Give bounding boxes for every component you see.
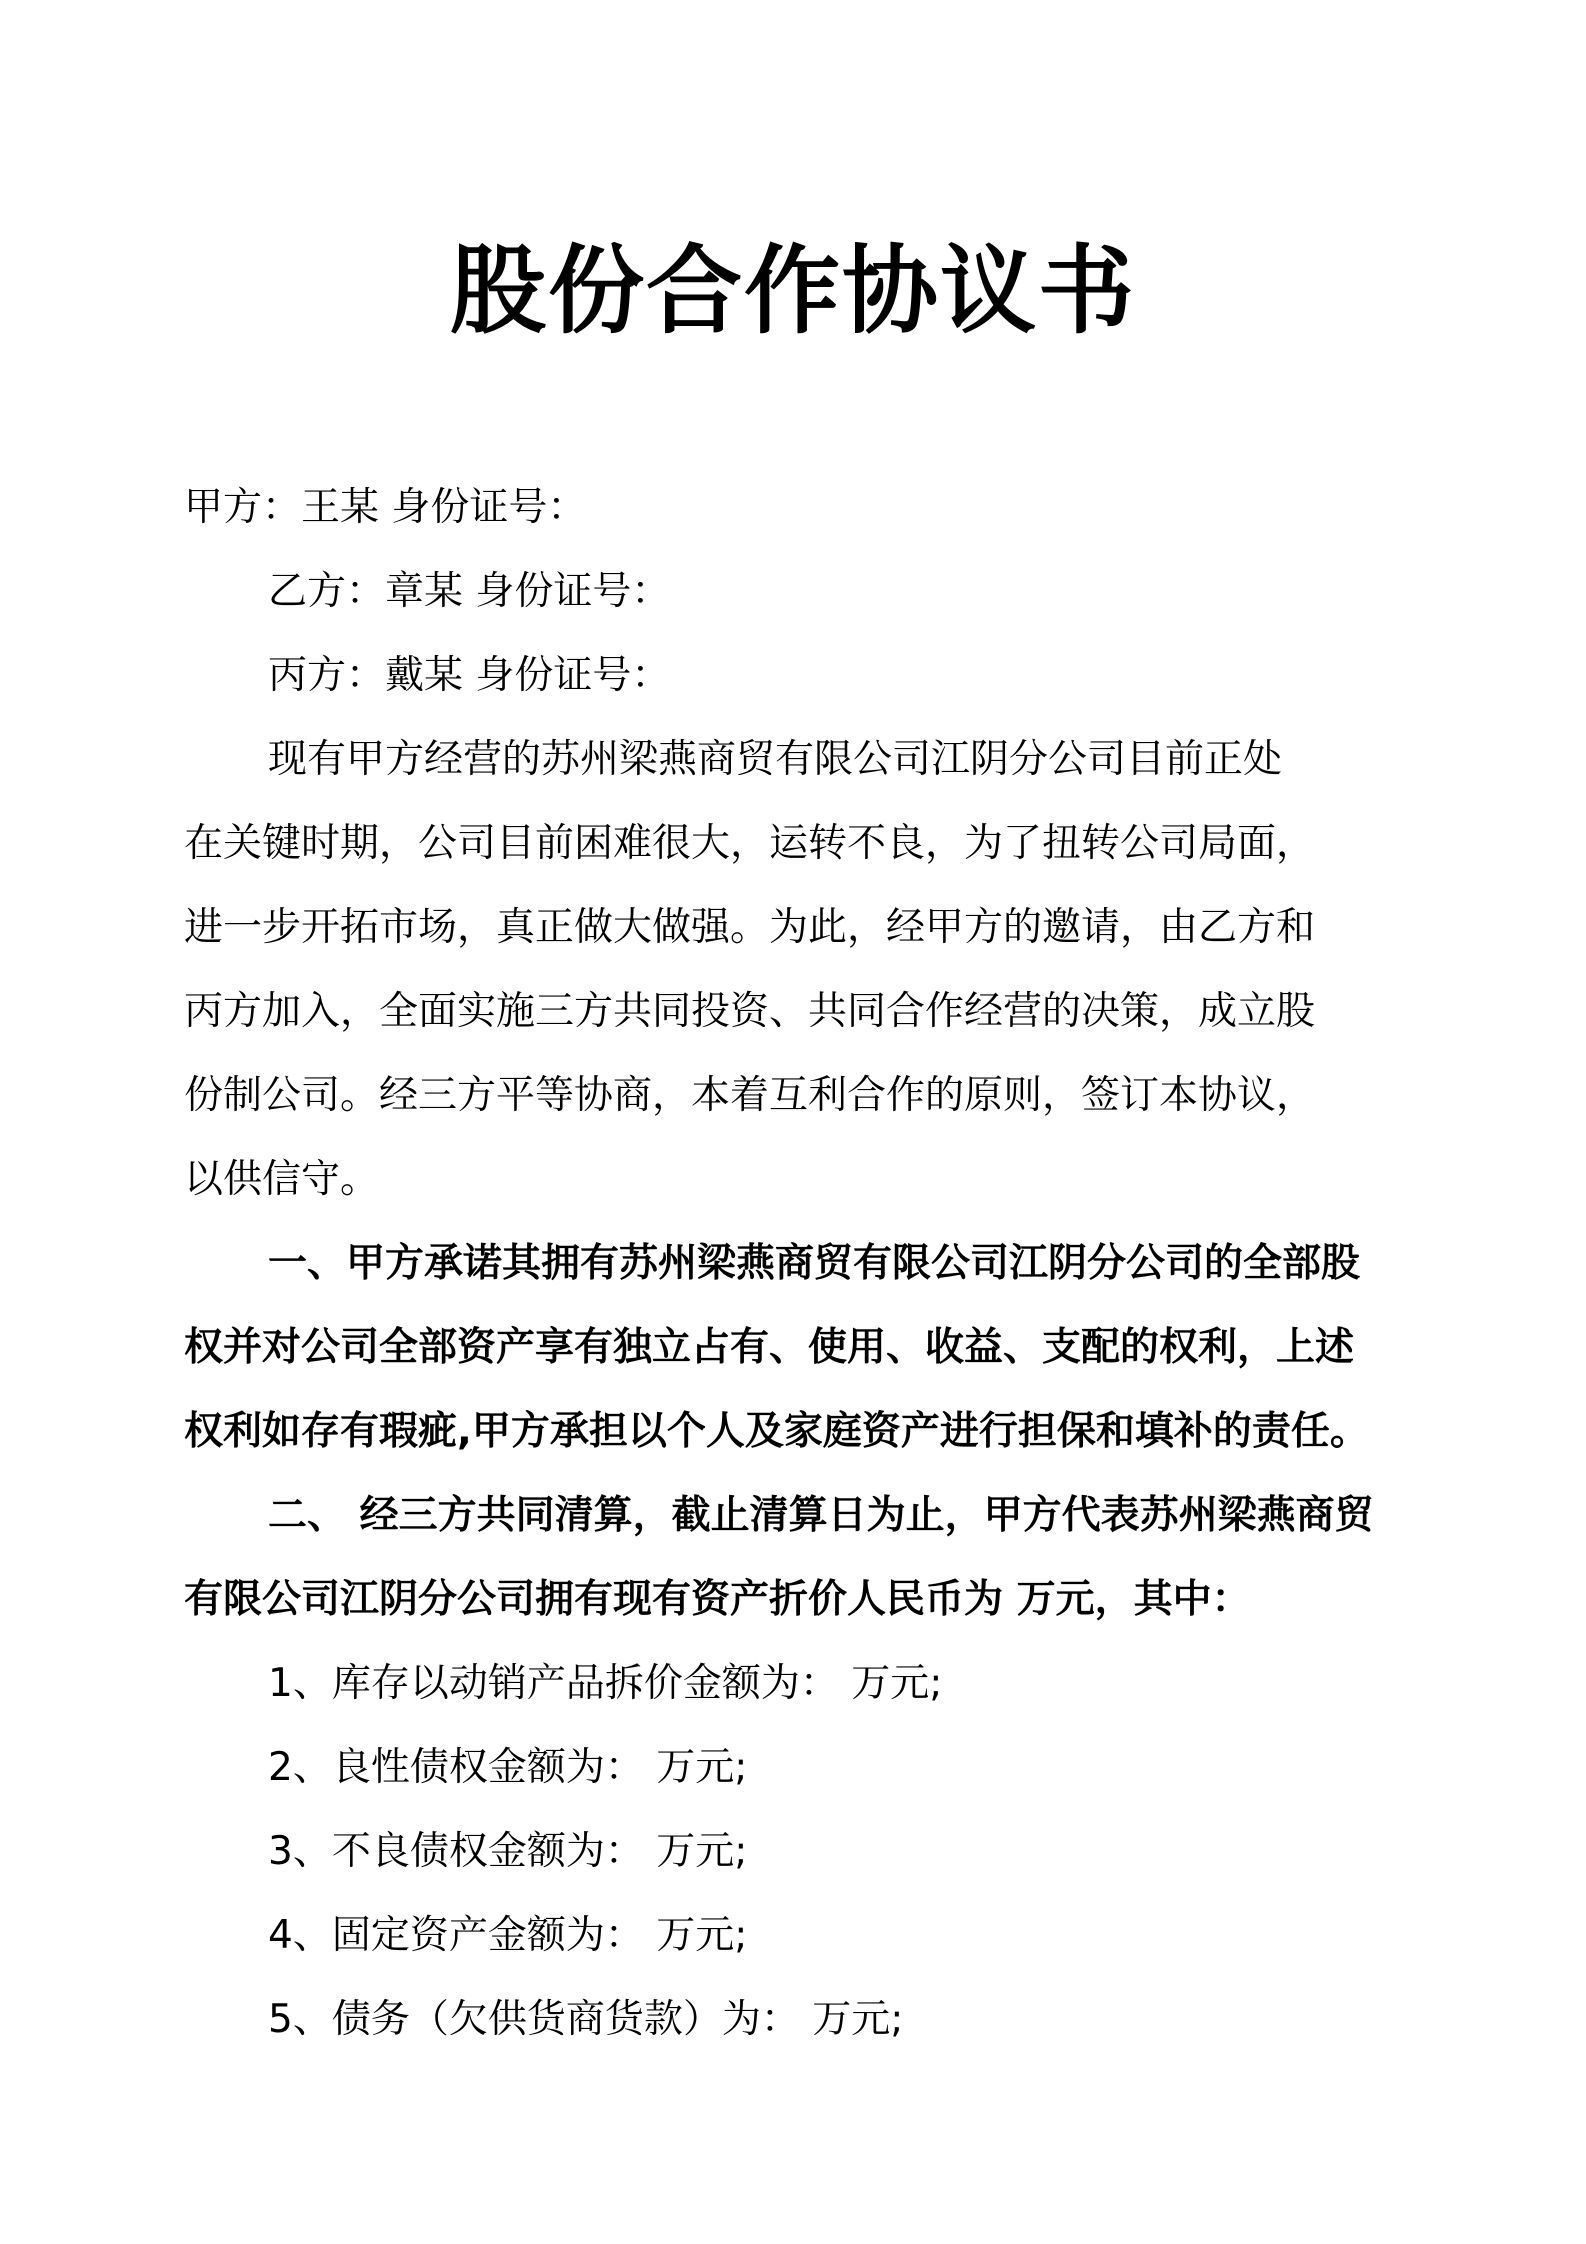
intro-line: 进一步开拓市场，真正做大做强。为此，经甲方的邀请，由乙方和 [184, 905, 1316, 950]
intro-line: 现有甲方经营的苏州梁燕商贸有限公司江阴分公司目前正处 [268, 737, 1283, 782]
clause-1-line: 权并对公司全部资产享有独立占有、使用、收益、支配的权利，上述 [184, 1325, 1355, 1370]
clause-1-line: 一、甲方承诺其拥有苏州梁燕商贸有限公司江阴分公司的全部股 [268, 1241, 1361, 1286]
party-c-line: 丙方：戴某 身份证号： [268, 653, 671, 698]
intro-line: 在关键时期，公司目前困难很大，运转不良，为了扭转公司局面， [184, 821, 1316, 866]
list-item: 3、不良债权金额为： 万元; [268, 1829, 748, 1874]
party-b-line: 乙方：章某 身份证号： [268, 569, 671, 614]
list-item: 1、库存以动销产品拆价金额为： 万元; [268, 1661, 943, 1706]
clause-1-line: 权利如存有瑕疵,甲方承担以个人及家庭资产进行担保和填补的责任。 [184, 1409, 1369, 1454]
list-item: 5、债务（欠供货商货款）为： 万元; [268, 1997, 904, 2042]
party-a-line: 甲方：王某 身份证号： [184, 485, 587, 530]
clause-2-line: 有限公司江阴分公司拥有现有资产折价人民币为 万元，其中： [184, 1577, 1251, 1622]
clause-2-line: 二、 经三方共同清算，截止清算日为止，甲方代表苏州梁燕商贸 [268, 1493, 1374, 1538]
list-item: 2、良性债权金额为： 万元; [268, 1745, 748, 1790]
list-item: 4、固定资产金额为： 万元; [268, 1913, 748, 1958]
intro-line: 丙方加入，全面实施三方共同投资、共同合作经营的决策，成立股 [184, 989, 1316, 1034]
intro-line: 以供信守。 [184, 1157, 380, 1202]
intro-line: 份制公司。经三方平等协商，本着互利合作的原则，签订本协议， [184, 1073, 1316, 1118]
document-title: 股份合作协议书 [450, 235, 1136, 347]
